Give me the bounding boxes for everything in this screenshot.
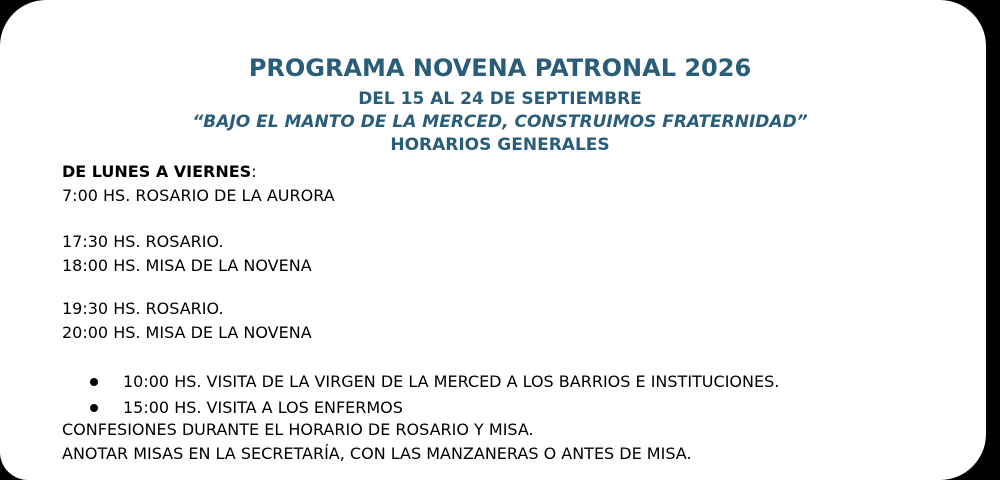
bullet-dot-icon [90, 404, 98, 412]
schedule-line-aurora: 7:00 HS. ROSARIO DE LA AURORA [62, 186, 335, 205]
note-confesiones: CONFESIONES DURANTE EL HORARIO DE ROSARIO Y MISA. [62, 420, 534, 439]
days-heading: DE LUNES A VIERNES [62, 162, 252, 181]
program-dates: DEL 15 AL 24 DE SEPTIEMBRE [358, 89, 642, 109]
schedule-line-misa-1800: 18:00 HS. MISA DE LA NOVENA [62, 256, 312, 275]
schedule-line-rosario-1930: 19:30 HS. ROSARIO. [62, 299, 224, 318]
bullet-dot-icon [90, 378, 98, 386]
note-anotar-misas: ANOTAR MISAS EN LA SECRETARÍA, CON LAS MANZANERAS O ANTES DE MISA. [62, 444, 692, 463]
schedule-line-rosario-1730: 17:30 HS. ROSARIO. [62, 232, 224, 251]
program-subtitle: HORARIOS GENERALES [390, 135, 610, 155]
days-heading-colon: : [251, 162, 257, 181]
schedule-line-misa-2000: 20:00 HS. MISA DE LA NOVENA [62, 323, 312, 342]
program-motto: “BAJO EL MANTO DE LA MERCED, CONSTRUIMOS FRATERNIDAD” [192, 112, 808, 132]
bullet-item-visita-virgen: 10:00 HS. VISITA DE LA VIRGEN DE LA MERCED A LOS BARRIOS E INSTITUCIONES. [123, 372, 780, 391]
bullet-item-visita-enfermos: 15:00 HS. VISITA A LOS ENFERMOS [123, 398, 403, 417]
days-heading-line [62, 162, 257, 181]
program-title: PROGRAMA NOVENA PATRONAL 2026 [248, 54, 752, 82]
